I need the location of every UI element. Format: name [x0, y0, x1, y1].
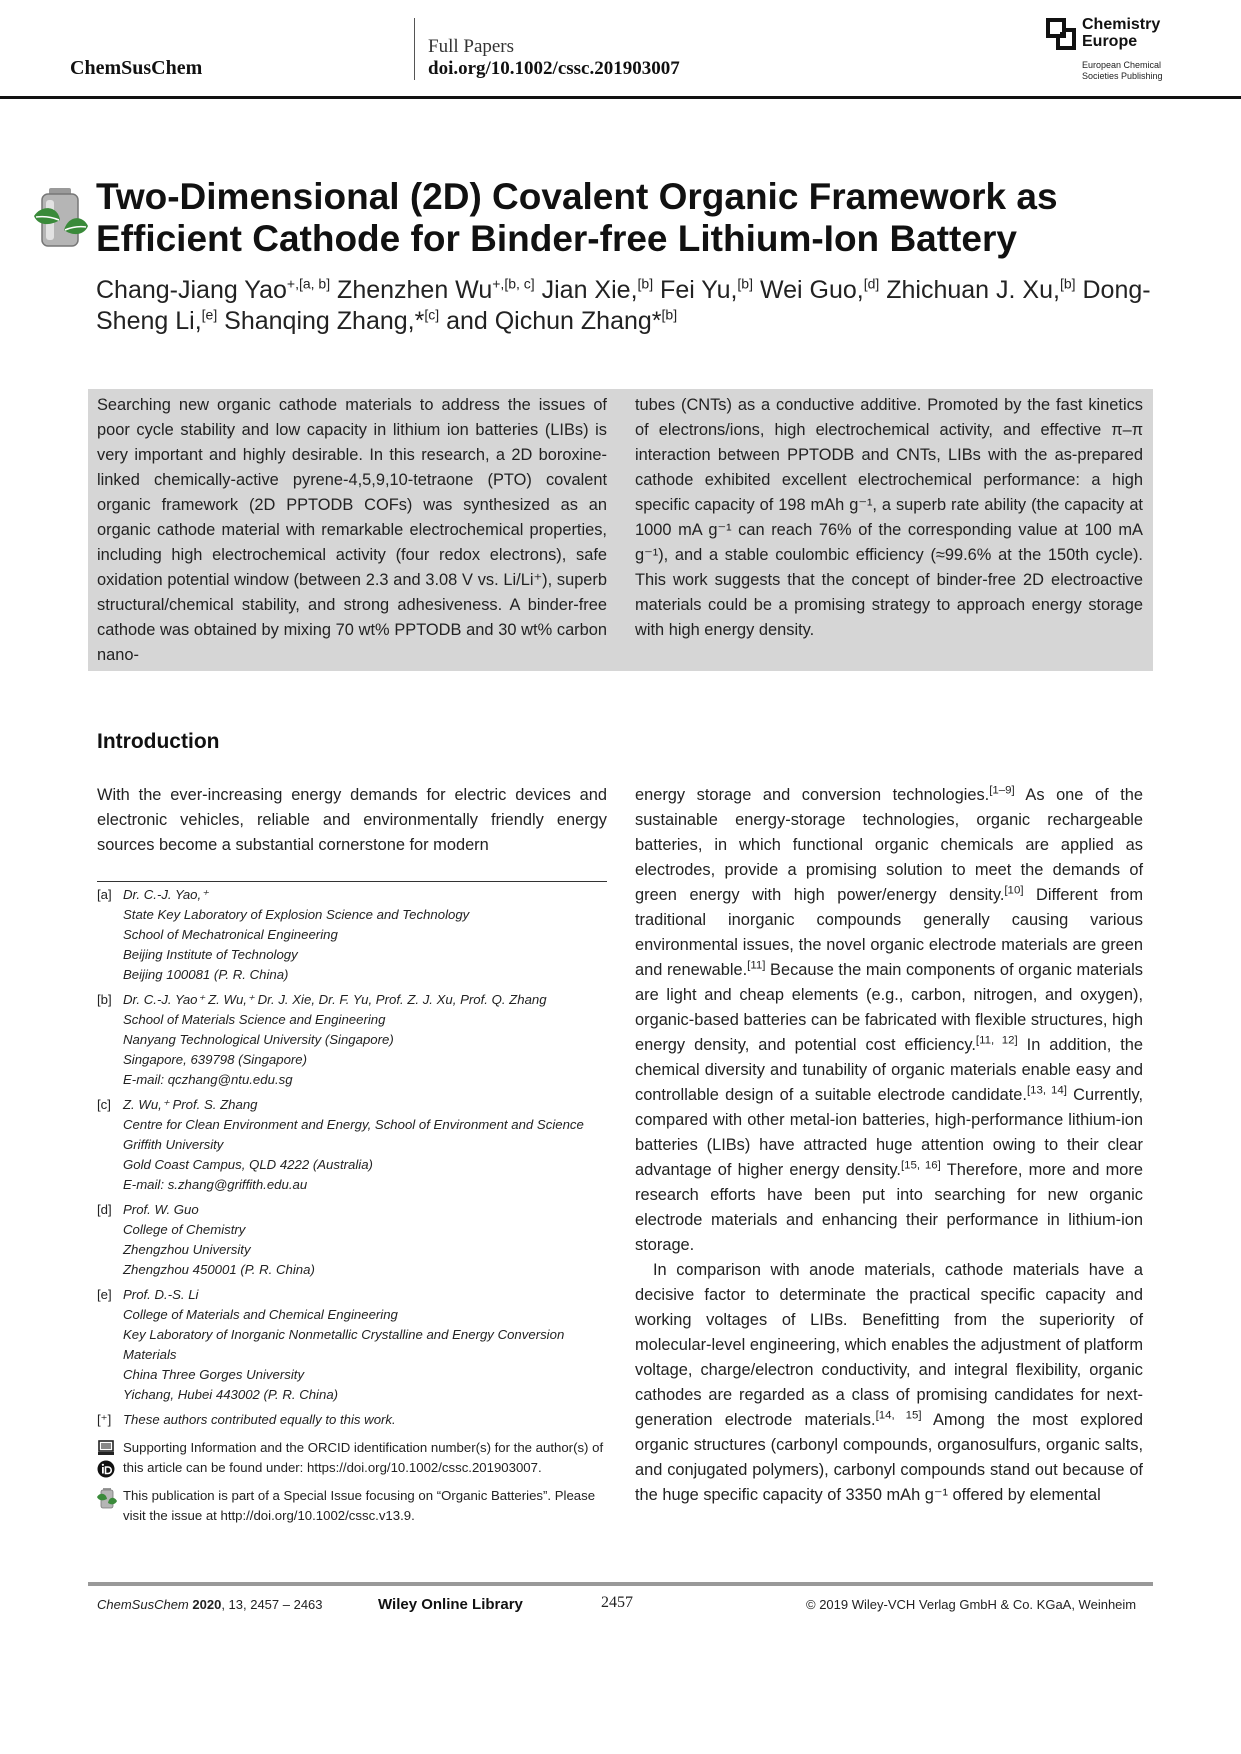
page-number: 2457 [601, 1594, 633, 1611]
author-affiliation-mark: +,[a, b] [286, 275, 331, 292]
citation-ref[interactable]: [1–9] [989, 784, 1015, 797]
abstract-right-column: tubes (CNTs) as a conductive additive. Promoted by the fast kinetics of electrons/ions, high electrochemical activity, and effective π–π interaction between PPTODB and CNTs, LIBs with the as-prepared cathode exhibited excellent electrochemical performance: a high specific capacity of 198 mAh g⁻¹, a superb rate ability (the capacity at 1000 mA g⁻¹ can reach 76% of the corresponding value at 100 mA g⁻¹), and a stable coulombic efficiency (≈99.6% at the 150th cycle). This work suggests that the concept of binder-free 2D electroactive materials could be a promising strategy to approach energy storage with high energy density. [635, 396, 1143, 639]
intro-text-segment: Therefore, more and more research efforts have been put into searching for new organic electrode materials and enhancing their performance in lithium-ion storage. [635, 1161, 1143, 1254]
publisher-subtitle [1082, 60, 1202, 82]
affiliation-line: Zhengzhou University [123, 1242, 251, 1257]
footer-cite-year: 2020 [192, 1597, 222, 1612]
footer-cite-rest: , 13, 2457 – 2463 [221, 1597, 323, 1612]
affiliation-line: Key Laboratory of Inorganic Nonmetallic Crystalline and Energy Conversion Materials [123, 1327, 565, 1362]
special-issue-note [97, 1486, 607, 1526]
affiliation-line: Gold Coast Campus, QLD 4222 (Australia) [123, 1157, 373, 1172]
author-name: Shanqing Zhang,* [224, 307, 425, 335]
affiliation-label: [e] [97, 1287, 112, 1302]
affiliations [97, 885, 607, 1531]
publisher-sub-line2: Societies Publishing [1082, 71, 1163, 81]
affiliation-line: College of Materials and Chemical Engineering [123, 1307, 398, 1322]
author-name: Wei Guo, [759, 276, 864, 304]
publisher-name-line1: Chemistry [1082, 16, 1161, 33]
author-name: Zhenzhen Wu [337, 276, 493, 304]
intro-paragraph [635, 783, 1143, 1258]
affiliation-line[interactable]: E-mail: s.zhang@griffith.edu.au [123, 1177, 308, 1192]
affiliation-entry [97, 1285, 607, 1405]
author-name: Fei Yu, [660, 276, 738, 304]
author-name: Chang-Jiang Yao [96, 276, 287, 304]
citation-ref[interactable]: [14, 15] [875, 1409, 922, 1422]
affiliation-line: Prof. W. Guo [123, 1202, 199, 1217]
publisher-sub-line1: European Chemical [1082, 60, 1162, 70]
copyright-notice: © 2019 Wiley-VCH Verlag GmbH & Co. KGaA, Weinheim [806, 1597, 1137, 1612]
author-affiliation-mark: +,[b, c] [492, 275, 535, 292]
affiliation-line[interactable]: E-mail: qczhang@ntu.edu.sg [123, 1072, 293, 1087]
supporting-info-note [97, 1438, 607, 1478]
doi-link[interactable]: doi.org/10.1002/cssc.201903007 [428, 58, 680, 79]
affiliation-entry [97, 1095, 607, 1195]
author-name: Zhichuan J. Xu, [886, 276, 1060, 304]
author-affiliation-mark: [b] [637, 275, 654, 292]
header-rule [0, 96, 1241, 99]
affiliation-line: School of Materials Science and Engineering [123, 1012, 386, 1027]
section-label: Full Papers [428, 36, 515, 57]
affiliation-line: Yichang, Hubei 443002 (P. R. China) [123, 1387, 339, 1402]
affiliation-line: Centre for Clean Environment and Energy, School of Environment and Science [123, 1117, 584, 1132]
journal-name: ChemSusChem [70, 57, 203, 79]
author-name: Dong-Sheng Li, [96, 276, 1151, 335]
wiley-online-library-link[interactable]: Wiley Online Library [378, 1596, 523, 1613]
orcid-icon[interactable] [97, 1460, 115, 1478]
footer-rule [88, 1582, 1153, 1586]
intro-paragraph [635, 1258, 1143, 1508]
section-heading-introduction: Introduction [97, 730, 220, 753]
intro-right-column [635, 783, 1143, 1508]
abstract-left-column: Searching new organic cathode materials to address the issues of poor cycle stability and low capacity in lithium ion batteries (LIBs) is very important and highly desirable. In this research, a 2D boroxine-linked chemically-active pyrene-4,5,9,10-tetraone (PTO) covalent organic framework (2D PPTODB COFs) was synthesized as an organic cathode material with remarkable electrochemical properties, including high electrochemical activity (four redox electrons), safe oxidation potential window (between 2.3 and 3.08 V vs. Li/Li⁺), superb structural/chemical stability, and strong adhesiveness. A binder-free cathode was obtained by mixing 70 wt% PPTODB and 30 wt% carbon nano- [97, 396, 607, 664]
affiliation-entry [97, 885, 607, 985]
intro-text-segment: Currently, compared with other metal-ion batteries, high-performance lithium-ion batteries (LIBs) have attracted huge attention owing to their clear advantage of higher energy density. [635, 1086, 1143, 1179]
intro-left-column: With the ever-increasing energy demands for electric devices and electronic vehicles, reliable and environmentally friendly energy sources become a substantial cornerstone for modern [97, 786, 607, 854]
footer-cite-journal: ChemSusChem [97, 1597, 189, 1612]
affiliation-line: Singapore, 639798 (Singapore) [123, 1052, 308, 1067]
affiliation-line: Nanyang Technological University (Singapore) [123, 1032, 394, 1047]
affiliation-line: Z. Wu,⁺ Prof. S. Zhang [123, 1097, 258, 1112]
citation-ref[interactable]: [15, 16] [900, 1159, 941, 1172]
battery-leaf-icon [32, 186, 90, 250]
header-divider [414, 18, 415, 80]
affiliation-line: China Three Gorges University [123, 1367, 305, 1382]
author-affiliation-mark: [b] [661, 306, 678, 323]
affiliation-label: [⁺] [97, 1412, 112, 1427]
intro-text-segment: Different from traditional inorganic compounds generally causing various environmental issues, the novel organic electrode materials are green and renewable. [635, 886, 1143, 979]
affiliation-label: [b] [97, 992, 112, 1007]
intro-text-segment: Among the most explored organic structures (carbonyl compounds, organosulfurs, organic salts, and conjugated polymers), carbonyl compounds stand out because of the huge specific capacity of 3350 mAh g⁻¹ offered by elemental [635, 1411, 1144, 1504]
affiliation-line: Dr. C.-J. Yao⁺ Z. Wu,⁺ Dr. J. Xie, Dr. F. Yu, Prof. Z. J. Xu, Prof. Q. Zhang [123, 992, 547, 1007]
intro-text-segment: Because the main components of organic materials are light and cheap elements (e.g., carbon, nitrogen, and oxygen), organic-based batteries can be fabricated with flexible structures, high energy density, and potential cost efficiency. [635, 961, 1143, 1054]
author-affiliation-mark: [d] [863, 275, 880, 292]
affiliation-list [97, 885, 607, 1430]
computer-icon [97, 1439, 115, 1457]
affiliation-line: State Key Laboratory of Explosion Science and Technology [123, 907, 470, 922]
author-affiliation-mark: [e] [201, 306, 218, 323]
affiliation-line: College of Chemistry [123, 1222, 246, 1237]
affiliation-entry [97, 990, 607, 1090]
affiliation-line: Griffith University [123, 1137, 224, 1152]
special-issue-icon [97, 1487, 117, 1509]
special-issue-text: This publication is part of a Special Issue focusing on “Organic Batteries”. Please visit the issue at http://doi.org/10.1002/cssc.v13.9. [123, 1488, 596, 1523]
affiliation-label: [d] [97, 1202, 112, 1217]
citation-ref[interactable]: [11, 12] [975, 1034, 1018, 1047]
author-affiliation-mark: [c] [424, 306, 440, 323]
affiliation-entry [97, 1410, 607, 1430]
chemistry-europe-logo-icon [1046, 18, 1076, 50]
affiliation-line: Dr. C.-J. Yao,⁺ [123, 887, 209, 902]
publisher-name [1082, 16, 1202, 50]
affiliation-label: [a] [97, 887, 112, 902]
author-list [96, 275, 1156, 337]
intro-text-segment: In addition, the chemical diversity and tunability of organic materials enable easy and controllable design of a suitable electrode candidate. [635, 1036, 1143, 1104]
affiliation-line: Beijing Institute of Technology [123, 947, 298, 962]
affiliation-line: Beijing 100081 (P. R. China) [123, 967, 289, 982]
affiliation-line: Prof. D.-S. Li [123, 1287, 199, 1302]
author-name: Jian Xie, [541, 276, 638, 304]
article-title: Two-Dimensional (2D) Covalent Organic Framework as Efficient Cathode for Binder-free Lithium-Ion Battery [96, 176, 1058, 259]
affiliation-line: School of Mechatronical Engineering [123, 927, 338, 942]
supporting-info-text: Supporting Information and the ORCID identification number(s) for the author(s) of this article can be found under: https://doi.org/10.1002/cssc.201903007. [123, 1440, 604, 1475]
footer-citation [97, 1597, 323, 1612]
intro-text-segment: In comparison with anode materials, cathode materials have a decisive factor to determinate the practical specific capacity and working voltages of LIBs. Benefitting from the superiority of molecular-level engineering, which enables the adjustment of platform voltage, charge/electron conductivity, and integral flexibility, organic cathodes are regarded as a class of promising candidates for next-generation electrode materials. [635, 1261, 1143, 1429]
footnote-rule [97, 881, 607, 882]
citation-ref[interactable]: [11] [747, 959, 766, 972]
author-affiliation-mark: [b] [1059, 275, 1076, 292]
author-name: and Qichun Zhang* [446, 307, 662, 335]
citation-ref[interactable]: [13, 14] [1026, 1084, 1067, 1097]
affiliation-entry [97, 1200, 607, 1280]
publisher-name-line2: Europe [1082, 33, 1138, 50]
author-affiliation-mark: [b] [737, 275, 753, 292]
citation-ref[interactable]: [10] [1004, 884, 1024, 897]
affiliation-label: [c] [97, 1097, 111, 1112]
intro-text-segment: As one of the sustainable energy-storage technologies, organic rechargeable batteries, in which functional organic chemicals are applied as electrodes, provide a promising solution to meet the demands of green energy with high power/energy density. [635, 786, 1143, 904]
affiliation-line: Zhengzhou 450001 (P. R. China) [123, 1262, 315, 1277]
intro-text-segment: energy storage and conversion technologies. [635, 786, 990, 804]
affiliation-line: These authors contributed equally to this work. [123, 1412, 396, 1427]
